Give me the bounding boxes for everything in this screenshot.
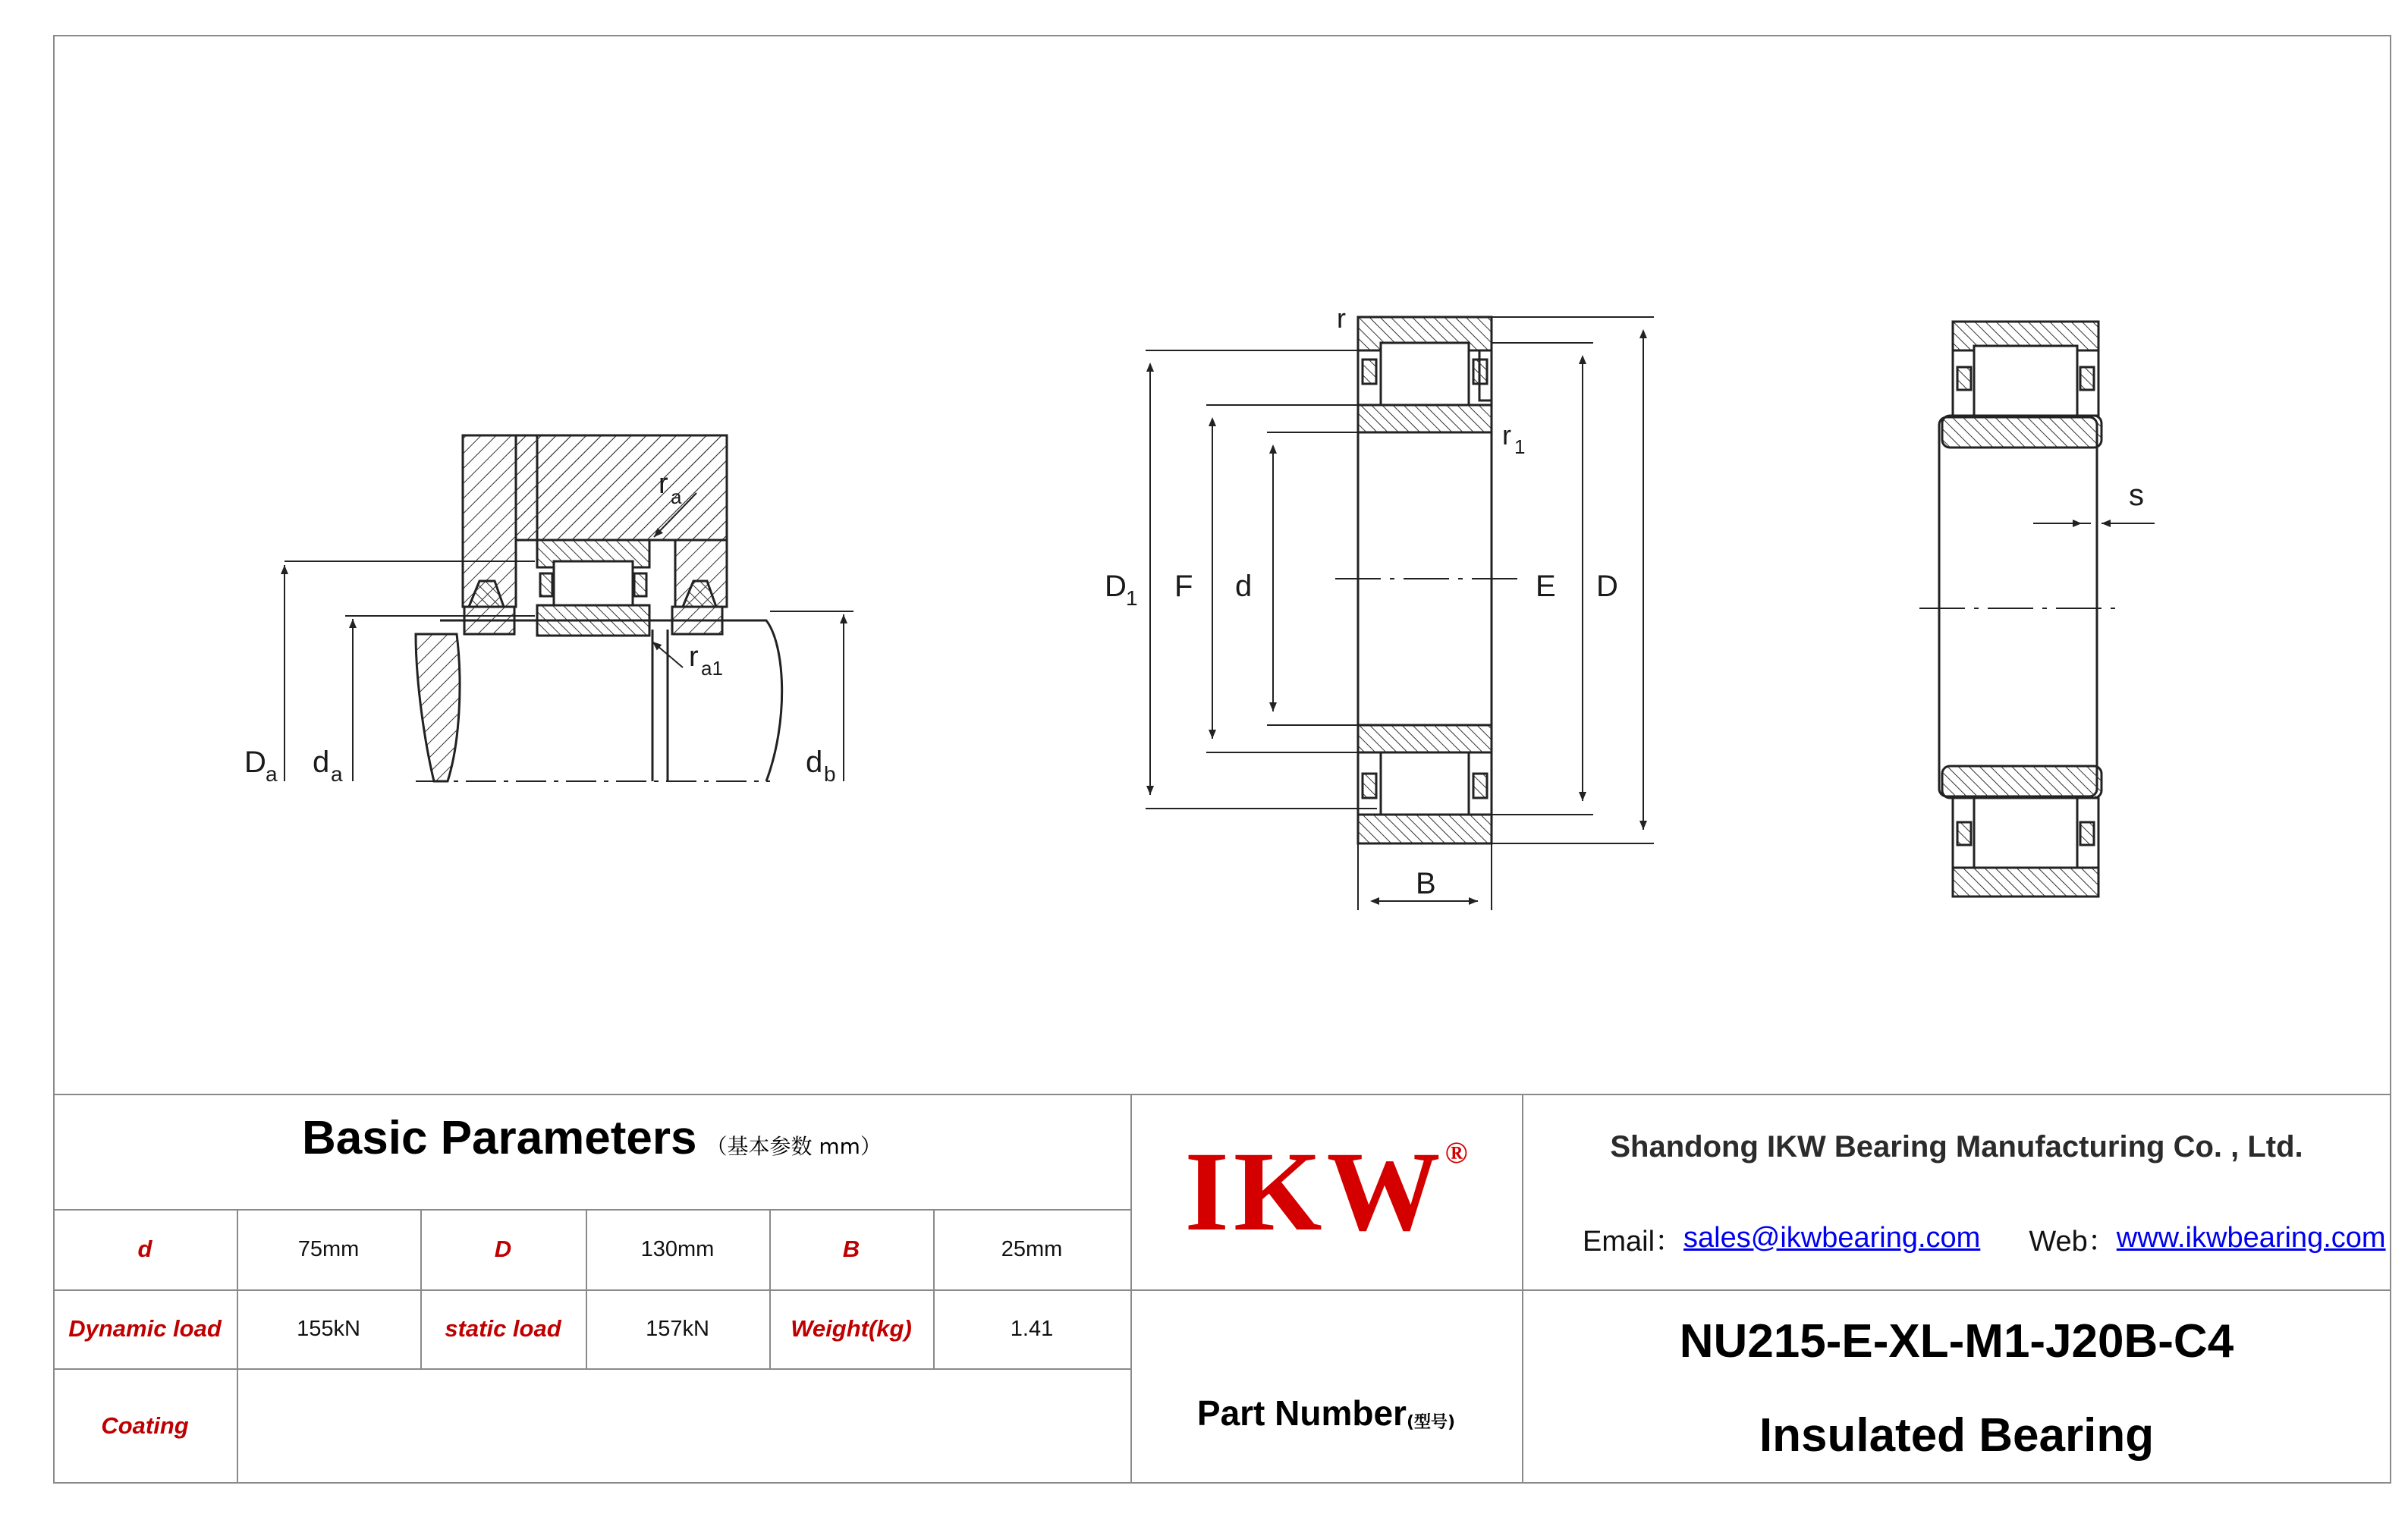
insulated-labels xyxy=(2129,479,2144,512)
label-d: d xyxy=(1235,570,1253,603)
label-db: d xyxy=(806,746,823,779)
basic-parameters-header xyxy=(53,1094,1130,1182)
label-ra1-sub: a1 xyxy=(701,657,723,680)
param-value-weight: 1.41 xyxy=(1010,1316,1054,1341)
logo-text: IKW xyxy=(1184,1129,1445,1255)
part-number-label-sub: (型号) xyxy=(1406,1412,1456,1432)
param-value-coating xyxy=(237,1368,1130,1484)
param-label-d: d xyxy=(137,1236,152,1262)
contact-line xyxy=(1522,1200,2391,1276)
basic-parameters-title: Basic Parameters xyxy=(302,1111,697,1164)
bearing-type-cell xyxy=(1522,1391,2391,1479)
part-number-label-cell xyxy=(1130,1289,1522,1484)
param-value-d: 75mm xyxy=(297,1236,360,1261)
title-block xyxy=(53,1094,2391,1484)
section-labels xyxy=(1105,303,1618,900)
label-r1-sub: 1 xyxy=(1514,435,1526,458)
label-db-sub: b xyxy=(824,762,836,786)
label-F: F xyxy=(1174,570,1193,603)
param-value-static-load: 157kN xyxy=(646,1316,709,1341)
param-label-static-load: static load xyxy=(445,1315,561,1342)
label-da-sub: a xyxy=(331,762,343,786)
label-ra1: r xyxy=(689,641,699,673)
bearing-type: Insulated Bearing xyxy=(1759,1409,2155,1462)
web-link[interactable]: www.ikwbearing.com xyxy=(2116,1221,2386,1254)
section-view xyxy=(1146,317,1654,910)
label-D1-sub: 1 xyxy=(1126,586,1138,610)
label-ra-sub: a xyxy=(671,485,682,508)
ikw-logo xyxy=(1130,1094,1522,1289)
label-Da-sub: a xyxy=(266,762,278,786)
part-number-cell xyxy=(1522,1297,2391,1385)
insulated-view xyxy=(1919,322,2155,897)
param-label-weight: Weight(kg) xyxy=(791,1315,912,1342)
label-D: D xyxy=(1596,570,1618,603)
mounting-view xyxy=(284,435,853,781)
email-label: Email： xyxy=(1583,1225,1684,1258)
label-r1: r xyxy=(1502,419,1511,451)
param-value-D: 130mm xyxy=(640,1236,715,1261)
label-da: d xyxy=(313,746,330,779)
label-ra: r xyxy=(659,468,668,500)
label-D1: D xyxy=(1105,570,1127,603)
param-value-dynamic-load: 155kN xyxy=(297,1316,360,1341)
label-r: r xyxy=(1337,303,1346,334)
web-label: Web： xyxy=(2029,1225,2117,1258)
part-number-label: Part Number xyxy=(1196,1393,1407,1433)
label-B: B xyxy=(1416,867,1436,900)
basic-parameters-subtitle: （基本参数 mm） xyxy=(706,1134,882,1159)
label-s: s xyxy=(2129,479,2144,512)
registered-mark: ® xyxy=(1444,1135,1468,1170)
label-Da: D xyxy=(244,746,266,779)
param-label-B: B xyxy=(842,1236,860,1262)
param-value-B: 25mm xyxy=(1001,1236,1063,1261)
company-name-cell xyxy=(1522,1109,2391,1185)
label-E: E xyxy=(1536,570,1556,603)
param-label-D: D xyxy=(494,1236,512,1262)
param-label-coating: Coating xyxy=(101,1412,189,1439)
part-number: NU215-E-XL-M1-J20B-C4 xyxy=(1679,1314,2234,1368)
email-link[interactable]: sales@ikwbearing.com xyxy=(1683,1221,1981,1254)
param-label-dynamic-load: Dynamic load xyxy=(68,1315,222,1342)
company-name: Shandong IKW Bearing Manufacturing Co. , Ltd. xyxy=(1610,1129,2303,1164)
